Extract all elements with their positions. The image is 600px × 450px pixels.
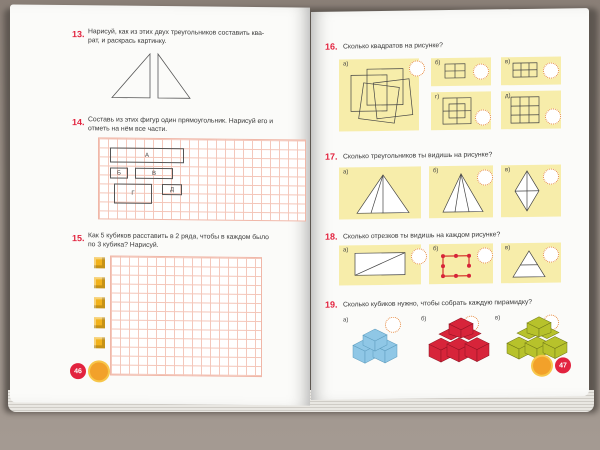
cube-column (10, 4, 310, 7)
piece-v: В (135, 168, 173, 179)
task-18-label-v: в) (505, 245, 511, 252)
nested-squares-figure (443, 98, 475, 128)
task-15-text-line1: Как 5 кубиков расставить в 2 ряда, чтобы в каждом было (88, 232, 269, 242)
square-2x2-figure (445, 64, 469, 82)
task-16-label-a: а) (343, 61, 349, 68)
pyramid-v-olive (503, 312, 575, 361)
rectangle-diagonal-figure (355, 250, 415, 281)
task-16-number: 16. (325, 41, 338, 52)
task-14-number: 14. (72, 117, 85, 128)
pyramid-a-blue (347, 323, 411, 368)
task-14-text-line2: отметь на нём все части. (88, 125, 168, 134)
task-19-label-b: б) (421, 316, 427, 323)
task-15-number: 15. (72, 233, 85, 244)
left-page-number: 46 (70, 363, 86, 379)
task-13-text-line2: рат, и раскрась картинку. (88, 37, 167, 46)
grid-squares-figure (511, 97, 543, 127)
task-19-number: 19. (325, 299, 338, 310)
yellow-cube (94, 257, 105, 268)
two-triangles-figure (110, 49, 200, 110)
task-18-number: 18. (325, 231, 338, 242)
yellow-cube (94, 317, 105, 328)
task-19-text: Сколько кубиков нужно, чтобы собрать каждую пирамидку? (343, 298, 533, 309)
sun-icon (533, 357, 551, 375)
task-17-text: Сколько треугольников ты видишь на рисунке? (343, 151, 493, 161)
task-15-text-line2: по 3 кубика? Нарисуй. (88, 241, 159, 249)
right-page-number: 47 (555, 357, 571, 373)
task-18-label-b: б) (433, 246, 439, 253)
piece-g: Г (114, 184, 152, 204)
piece-d: Д (162, 184, 182, 195)
task-13-number: 13. (72, 29, 85, 40)
overlapping-squares-figure (347, 64, 417, 125)
yellow-cube (94, 277, 105, 288)
answer-cloud[interactable] (411, 248, 427, 264)
task-17-number: 17. (325, 151, 338, 162)
dotted-segments-figure (439, 250, 479, 283)
task-16-label-v: в) (505, 59, 511, 66)
task-16-label-g: г) (435, 94, 440, 101)
task-18-text: Сколько отрезков ты видишь на каждом рисунке? (343, 231, 501, 241)
task-16-label-b: б) (435, 60, 441, 67)
pyramid-b-red (425, 315, 497, 364)
yellow-cube (94, 337, 105, 348)
piece-a: А (110, 147, 184, 163)
task-18-label-a: а) (343, 247, 349, 254)
task-15-grid[interactable] (110, 255, 262, 377)
yellow-cube (94, 297, 105, 308)
right-page (311, 8, 589, 400)
square-3x2-figure (513, 63, 539, 81)
task-16-label-d: д) (505, 93, 511, 100)
answer-cloud[interactable] (409, 60, 425, 76)
triangle-a-figure (353, 171, 413, 218)
left-page (10, 4, 310, 405)
task-17-label-v: в) (505, 167, 511, 174)
task-19-label-v: в) (495, 315, 501, 322)
task-17-label-b: б) (433, 168, 439, 175)
piece-b: Б (110, 167, 128, 178)
task-16-text: Сколько квадратов на рисунке? (343, 42, 443, 51)
task-17-label-a: а) (343, 169, 349, 176)
task-19-label-a: а) (343, 317, 349, 324)
task-13-text-line1: Нарисуй, как из этих двух треугольников составить ква- (88, 28, 265, 38)
task-14-text-line1: Составь из этих фигур один прямоугольник. Нарисуй его и (88, 116, 274, 126)
sun-icon (90, 362, 108, 380)
